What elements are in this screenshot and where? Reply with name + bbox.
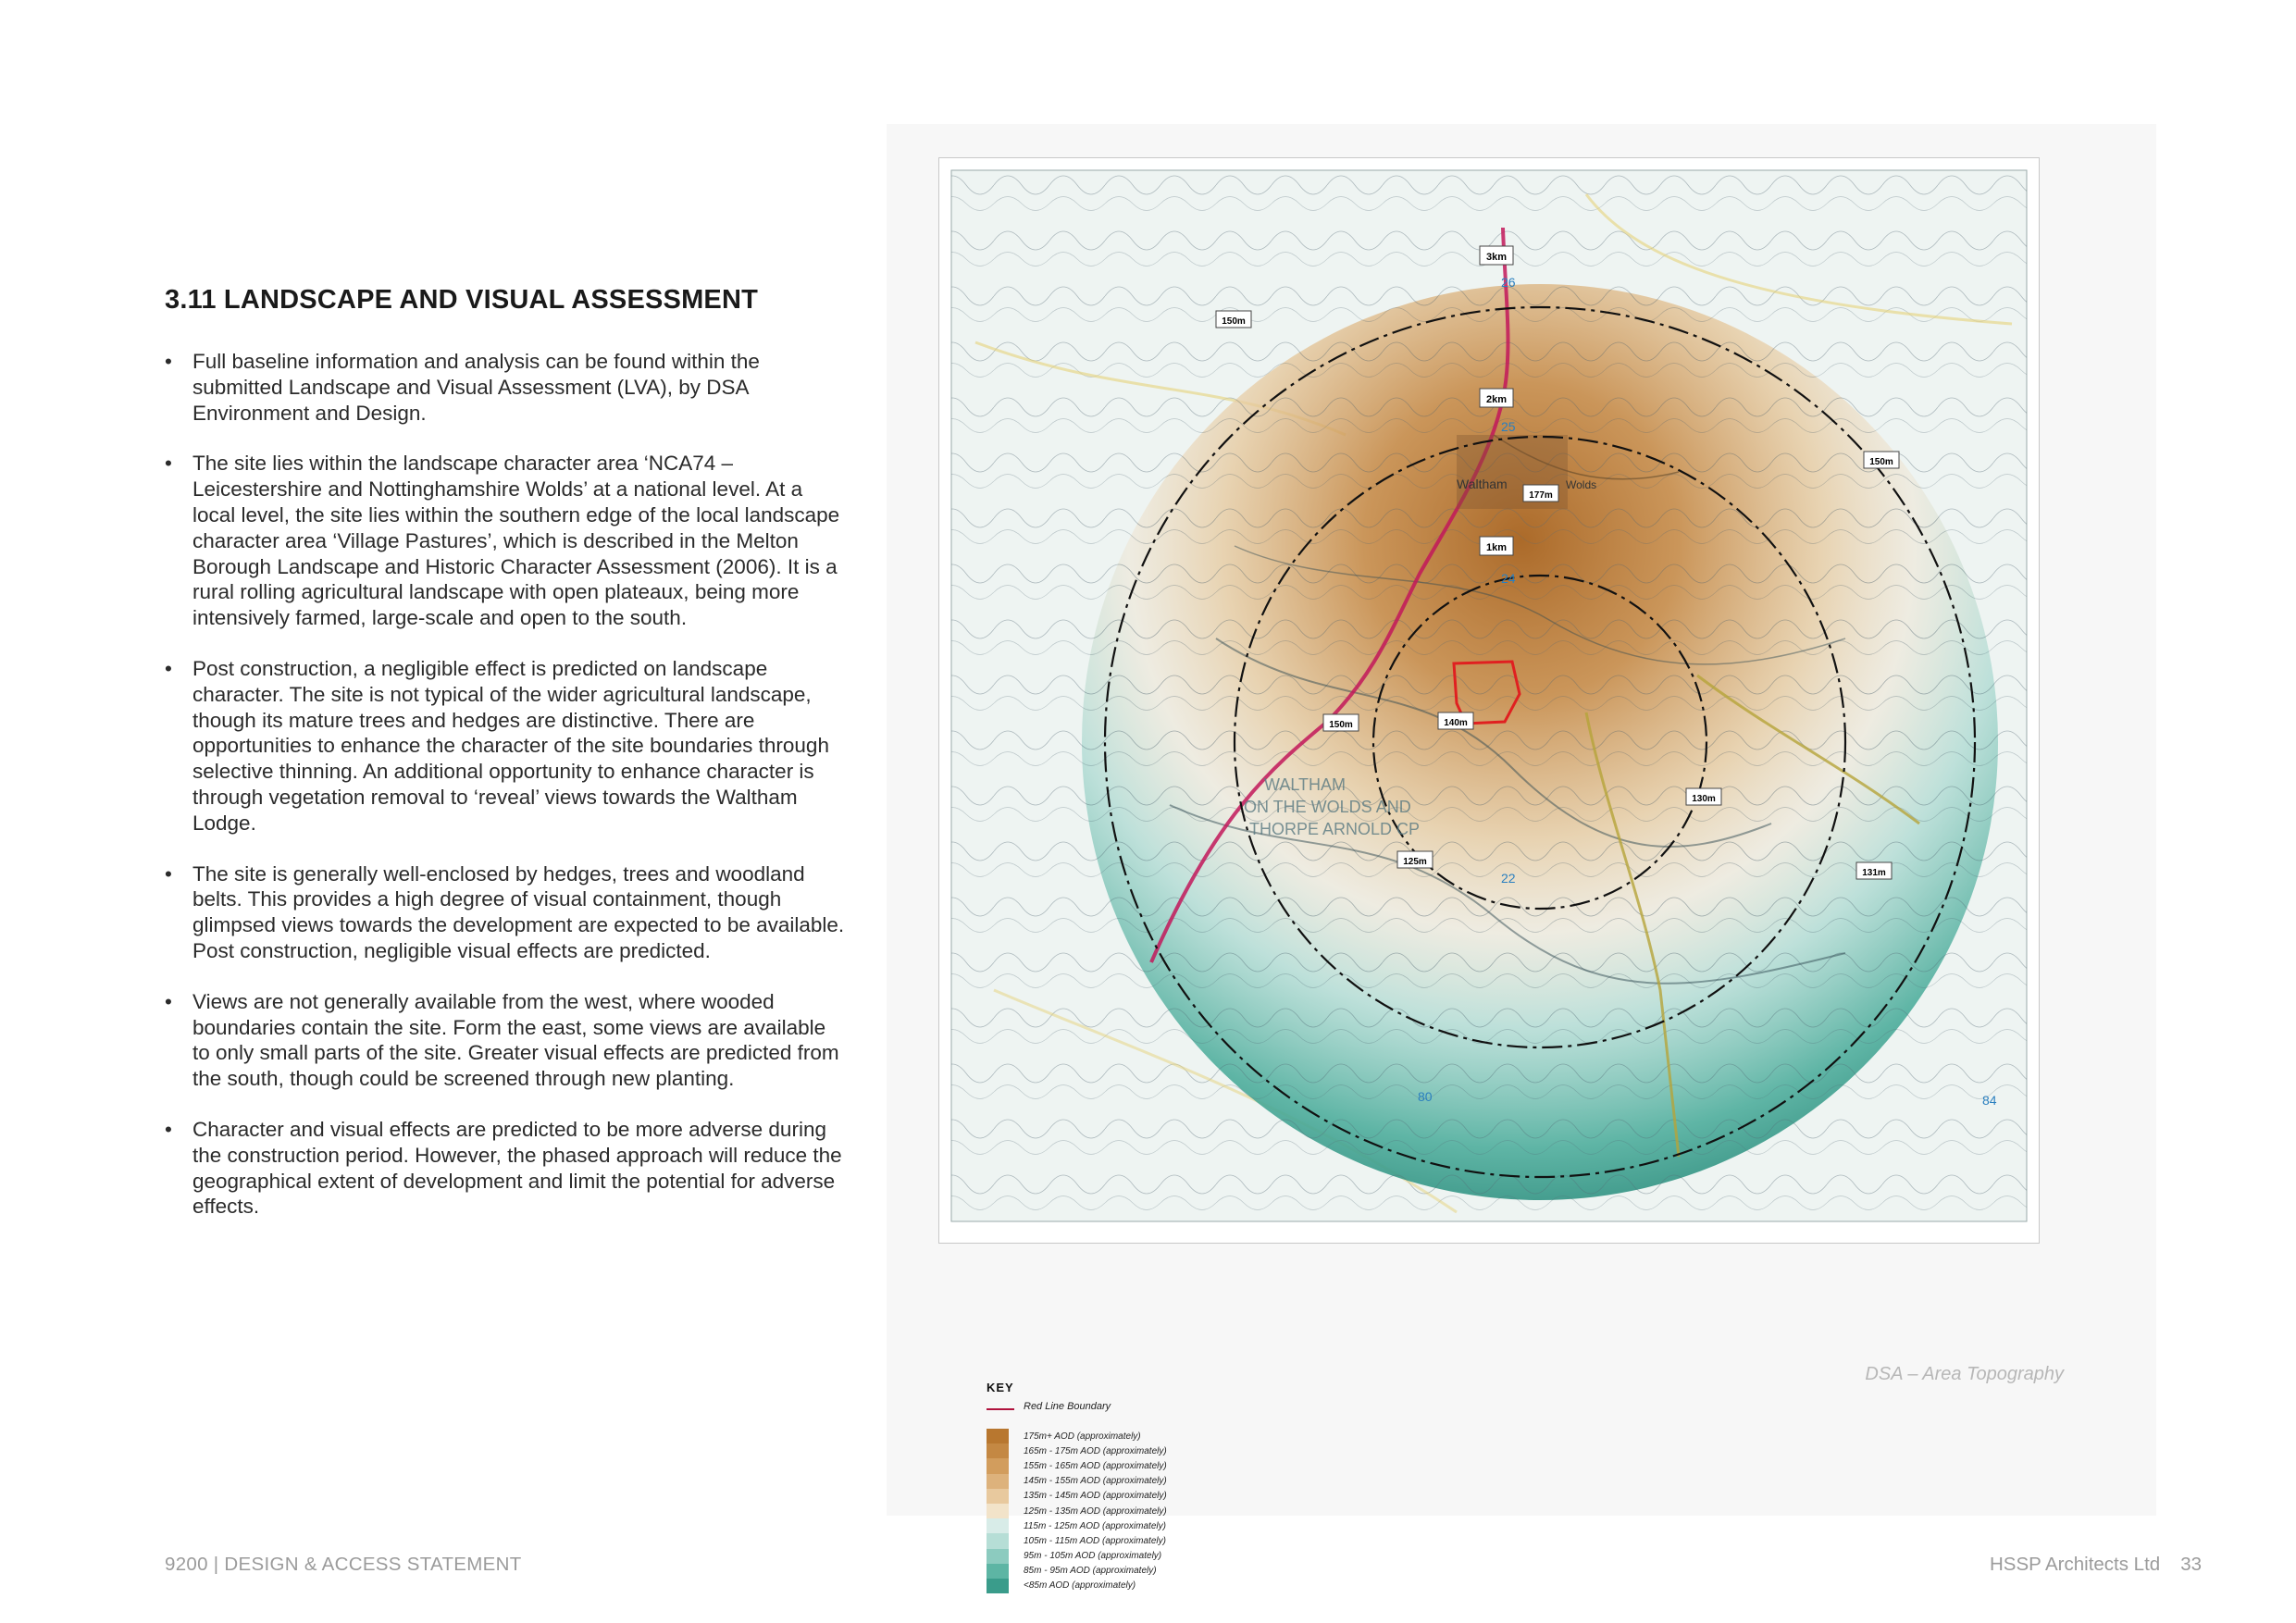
section-heading: 3.11 LANDSCAPE AND VISUAL ASSESSMENT bbox=[165, 285, 759, 315]
key-label: <85m AOD (approximately) bbox=[1024, 1580, 1136, 1592]
page-number: 33 bbox=[2180, 1554, 2202, 1575]
key-label: 125m - 135m AOD (approximately) bbox=[1024, 1505, 1167, 1517]
key-label: 95m - 105m AOD (approximately) bbox=[1024, 1551, 1162, 1562]
svg-text:150m: 150m bbox=[1222, 316, 1246, 327]
svg-text:3km: 3km bbox=[1485, 252, 1508, 263]
place-label: Waltham bbox=[1457, 477, 1508, 491]
key-swatch bbox=[987, 1504, 1009, 1518]
place-label: ON THE WOLDS AND bbox=[1244, 798, 1411, 816]
map-key bbox=[987, 1381, 1167, 1592]
spot-height-label bbox=[1864, 452, 1899, 468]
svg-text:131m: 131m bbox=[1862, 868, 1886, 878]
key-swatch bbox=[987, 1429, 1009, 1443]
key-row bbox=[987, 1533, 1167, 1548]
key-row bbox=[987, 1564, 1167, 1579]
bullet-item: • Full baseline information and analysis can be found within the submitted Landscape and Visual Assessment (LVA), by DSA Environment and Design. bbox=[165, 349, 845, 426]
ring-label bbox=[1480, 537, 1513, 555]
key-row bbox=[987, 1458, 1167, 1473]
key-swatch bbox=[987, 1533, 1009, 1548]
key-label: 155m - 165m AOD (approximately) bbox=[1024, 1460, 1167, 1471]
key-swatch bbox=[987, 1474, 1009, 1489]
key-row bbox=[987, 1504, 1167, 1518]
spot-height-label bbox=[1397, 851, 1433, 868]
spot-height-label bbox=[1686, 788, 1721, 805]
spot-height-label bbox=[1323, 714, 1359, 731]
ring-label bbox=[1480, 389, 1513, 407]
svg-text:1km: 1km bbox=[1485, 542, 1508, 553]
elevation-swatches bbox=[987, 1429, 1167, 1593]
svg-text:130m: 130m bbox=[1692, 794, 1716, 804]
spot-height-label bbox=[1438, 712, 1473, 729]
place-label: THORPE ARNOLD CP bbox=[1249, 820, 1421, 838]
key-swatch bbox=[987, 1458, 1009, 1473]
place-label: Wolds bbox=[1566, 478, 1597, 491]
svg-text:177m: 177m bbox=[1529, 490, 1553, 501]
grid-number: 24 bbox=[1501, 571, 1516, 586]
spot-height-label bbox=[1523, 485, 1558, 502]
red-line-swatch bbox=[987, 1408, 1014, 1410]
bullet-item: • Character and visual effects are predicted to be more adverse during the construction period. However, the phased approach will reduce the geographical extent of development and limit the potential for adverse effects. bbox=[165, 1117, 845, 1220]
key-label: 175m+ AOD (approximately) bbox=[1024, 1431, 1141, 1442]
key-row bbox=[987, 1429, 1167, 1443]
grid-number: 80 bbox=[1418, 1089, 1433, 1104]
bullet-item: • Views are not generally available from the west, where wooded boundaries contain the site. Form the east, some views are available to only small parts of the site. Greater visual effects are predicted from the south, though could be screened through new planting. bbox=[165, 989, 845, 1092]
grid-number: 22 bbox=[1501, 871, 1516, 886]
key-row bbox=[987, 1549, 1167, 1564]
svg-text:140m: 140m bbox=[1444, 718, 1468, 728]
grid-number: 26 bbox=[1501, 275, 1516, 290]
svg-text:2km: 2km bbox=[1485, 394, 1508, 405]
key-label: 105m - 115m AOD (approximately) bbox=[1024, 1535, 1166, 1546]
svg-text:150m: 150m bbox=[1329, 720, 1353, 730]
svg-text:150m: 150m bbox=[1869, 457, 1893, 467]
svg-text:125m: 125m bbox=[1403, 857, 1427, 867]
key-row bbox=[987, 1474, 1167, 1489]
key-swatch bbox=[987, 1443, 1009, 1458]
topography-map bbox=[938, 157, 2040, 1244]
footer-company bbox=[1990, 1554, 2202, 1576]
figure-caption: DSA – Area Topography bbox=[1865, 1364, 2064, 1384]
key-swatch bbox=[987, 1564, 1009, 1579]
key-row bbox=[987, 1579, 1167, 1593]
place-label: WALTHAM bbox=[1264, 775, 1346, 794]
ring-label bbox=[1480, 246, 1513, 265]
key-row bbox=[987, 1518, 1167, 1533]
key-row bbox=[987, 1489, 1167, 1504]
red-line-label: Red Line Boundary bbox=[1024, 1401, 1111, 1412]
bullet-list bbox=[165, 349, 845, 1245]
key-label: 145m - 155m AOD (approximately) bbox=[1024, 1476, 1167, 1487]
key-swatch bbox=[987, 1518, 1009, 1533]
bullet-item: • Post construction, a negligible effect is predicted on landscape character. The site is not typical of the wider agricultural landscape, though its mature trees and hedges are distinctive. There are opportunities to enhance the character of the site boundaries through selective thinning. An additional opportunity to enhance character is through vegetation removal to ‘reveal’ views towards the Waltham Lodge. bbox=[165, 656, 845, 836]
spot-height-label bbox=[1856, 862, 1892, 879]
key-swatch bbox=[987, 1549, 1009, 1564]
grid-number: 25 bbox=[1501, 419, 1516, 434]
bullet-item: • The site is generally well-enclosed by hedges, trees and woodland belts. This provides a high degree of visual containment, though glimpsed views towards the development are expected to be available. Post construction, negligible visual effects are predicted. bbox=[165, 861, 845, 964]
key-label: 135m - 145m AOD (approximately) bbox=[1024, 1491, 1167, 1502]
grid-number: 84 bbox=[1982, 1093, 1997, 1108]
key-label: 115m - 125m AOD (approximately) bbox=[1024, 1520, 1166, 1531]
key-row bbox=[987, 1443, 1167, 1458]
spot-height-label bbox=[1216, 311, 1251, 328]
key-label: 165m - 175m AOD (approximately) bbox=[1024, 1445, 1167, 1456]
key-swatch bbox=[987, 1579, 1009, 1593]
key-label: 85m - 95m AOD (approximately) bbox=[1024, 1566, 1157, 1577]
footer-document-title: 9200 | DESIGN & ACCESS STATEMENT bbox=[165, 1554, 522, 1575]
bullet-item: • The site lies within the landscape character area ‘NCA74 – Leicestershire and Nottinghamshire Wolds’ at a national level. At a local level, the site lies within the southern edge of the local landscape character area ‘Village Pastures’, which is described in the Melton Borough Landscape and Historic Character Assessment (2006). It is a rural rolling agricultural landscape with open plateaux, being more intensively farmed, large-scale and open to the south. bbox=[165, 451, 845, 631]
key-swatch bbox=[987, 1489, 1009, 1504]
key-title: KEY bbox=[987, 1381, 1014, 1394]
company-name: HSSP Architects Ltd bbox=[1989, 1554, 2161, 1575]
